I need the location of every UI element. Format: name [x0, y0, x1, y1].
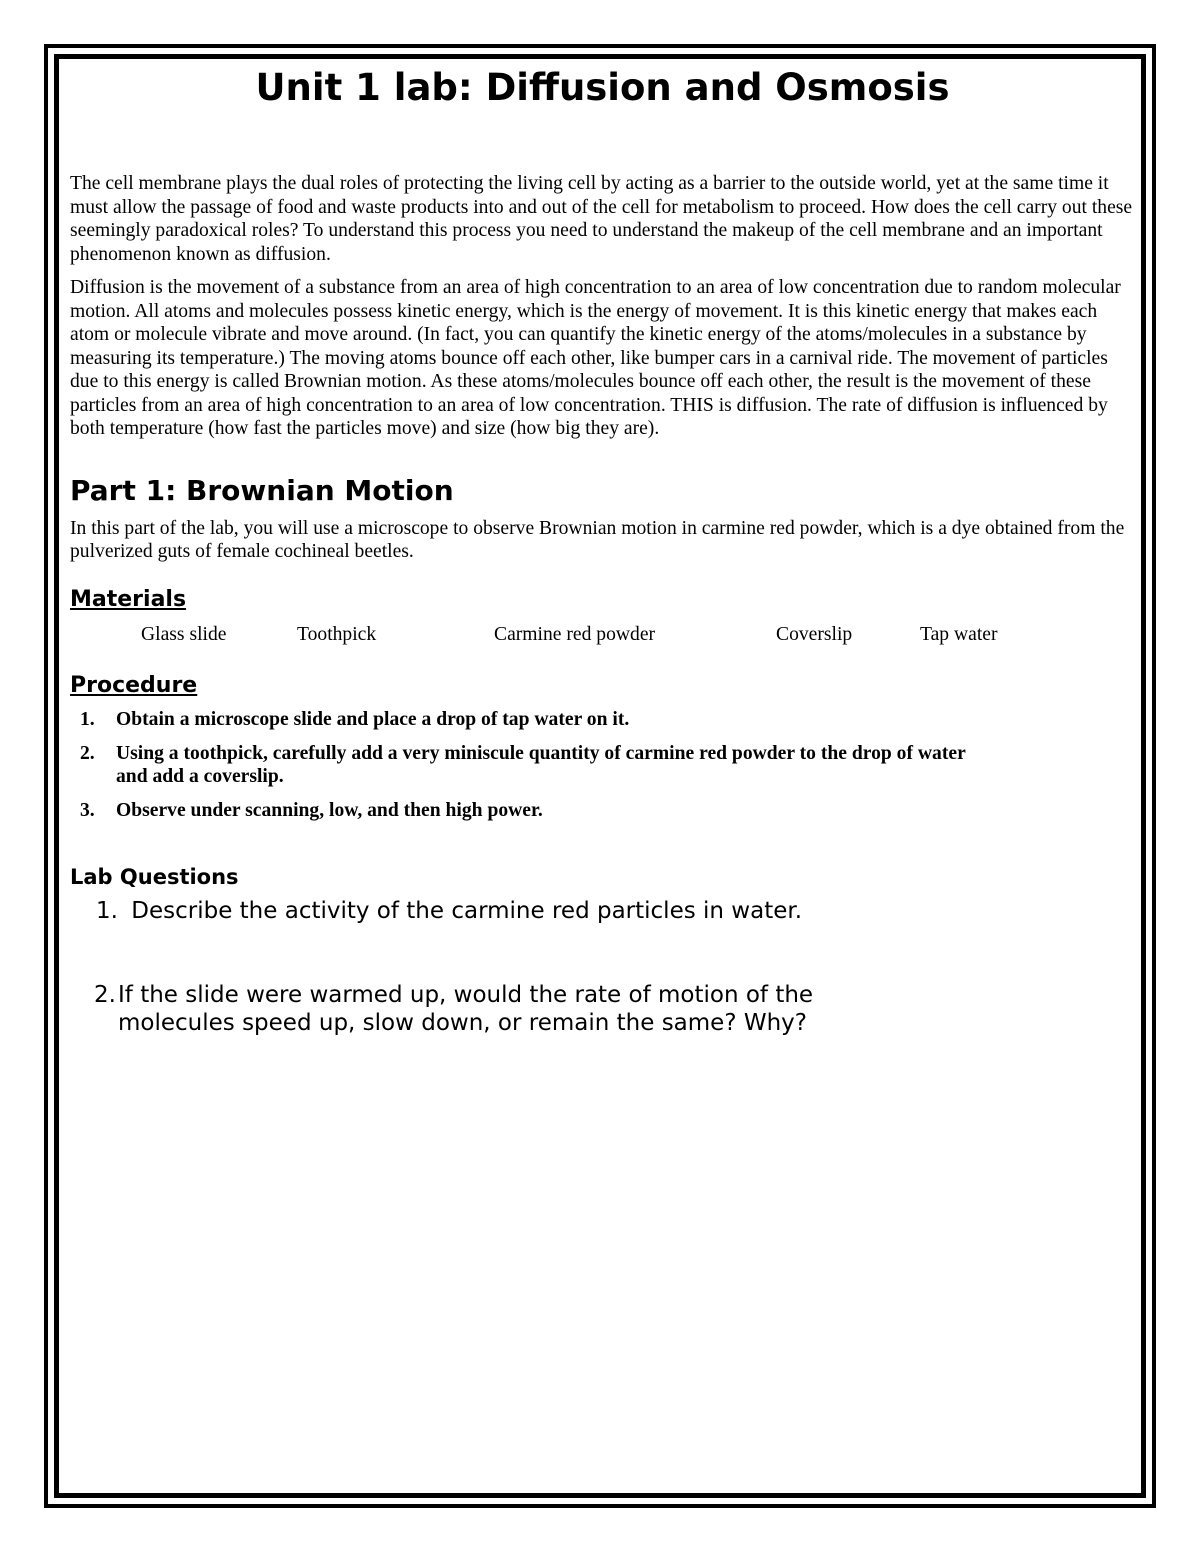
lab-question-2 [70, 981, 878, 1037]
document-body [70, 60, 1135, 1037]
materials-list [70, 624, 1135, 650]
material-item: Carmine red powder [494, 623, 656, 645]
procedure-step [70, 742, 970, 788]
step-number: 3. [80, 799, 95, 821]
step-number: 1. [80, 708, 95, 730]
lab-questions-heading: Lab Questions [70, 864, 239, 889]
question-text: Describe the activity of the carmine red particles in water. [131, 897, 803, 924]
step-text: Obtain a microscope slide and place a drop of tap water on it. [116, 708, 630, 730]
procedure-steps [70, 708, 970, 822]
material-item: Toothpick [297, 623, 377, 645]
step-text: Using a toothpick, carefully add a very miniscule quantity of carmine red powder to the drop of water and add a coverslip. [116, 742, 966, 787]
intro-paragraph-membrane: The cell membrane plays the dual roles of protecting the living cell by acting as a barrier to the outside world, yet at the same time it must allow the passage of food and waste products into and out of the cell for metabolism to proceed. How does the cell carry out these seemingly paradoxical roles? To understand this process you need to understand the makeup of the cell membrane and an important phenomenon known as diffusion. [70, 173, 1133, 265]
material-item: Tap water [920, 623, 998, 645]
page-title: Unit 1 lab: Diffusion and Osmosis [255, 66, 950, 109]
question-number: 1. [96, 897, 118, 924]
procedure-step [70, 708, 970, 731]
question-number: 2. [94, 981, 116, 1008]
step-text: Observe under scanning, low, and then high power. [116, 799, 543, 821]
part1-paragraph: In this part of the lab, you will use a microscope to observe Brownian motion in carmine red powder, which is a dye obtained from the pulverized guts of female cochineal beetles. [70, 517, 1125, 562]
part1-heading: Part 1: Brownian Motion [70, 473, 454, 507]
materials-heading: Materials [70, 586, 187, 612]
step-number: 2. [80, 742, 95, 764]
material-item: Coverslip [776, 623, 853, 645]
procedure-step [70, 799, 970, 822]
lab-question-1 [70, 897, 816, 925]
question-text: If the slide were warmed up, would the rate of motion of the molecules speed up, slow down, or remain the same? Why? [118, 981, 814, 1036]
procedure-heading: Procedure [70, 672, 198, 698]
intro-paragraph-diffusion: Diffusion is the movement of a substance from an area of high concentration to an area of low concentration due to random molecular motion. All atoms and molecules possess kinetic energy, which is the energy of movement. It is this kinetic energy that makes each atom or molecule vibrate and move around. (In fact, you can quantify the kinetic energy of the atoms/molecules in a substance by measuring its temperature.) The moving atoms bounce off each other, like bumper cars in a carnival ride. The movement of particles due to this energy is called Brownian motion. As these atoms/molecules bounce off each other, the result is the movement of these particles from an area of high concentration to an area of low concentration. THIS is diffusion. The rate of diffusion is influenced by both temperature (how fast the particles move) and size (how big they are). [70, 277, 1121, 439]
material-item: Glass slide [141, 623, 227, 645]
